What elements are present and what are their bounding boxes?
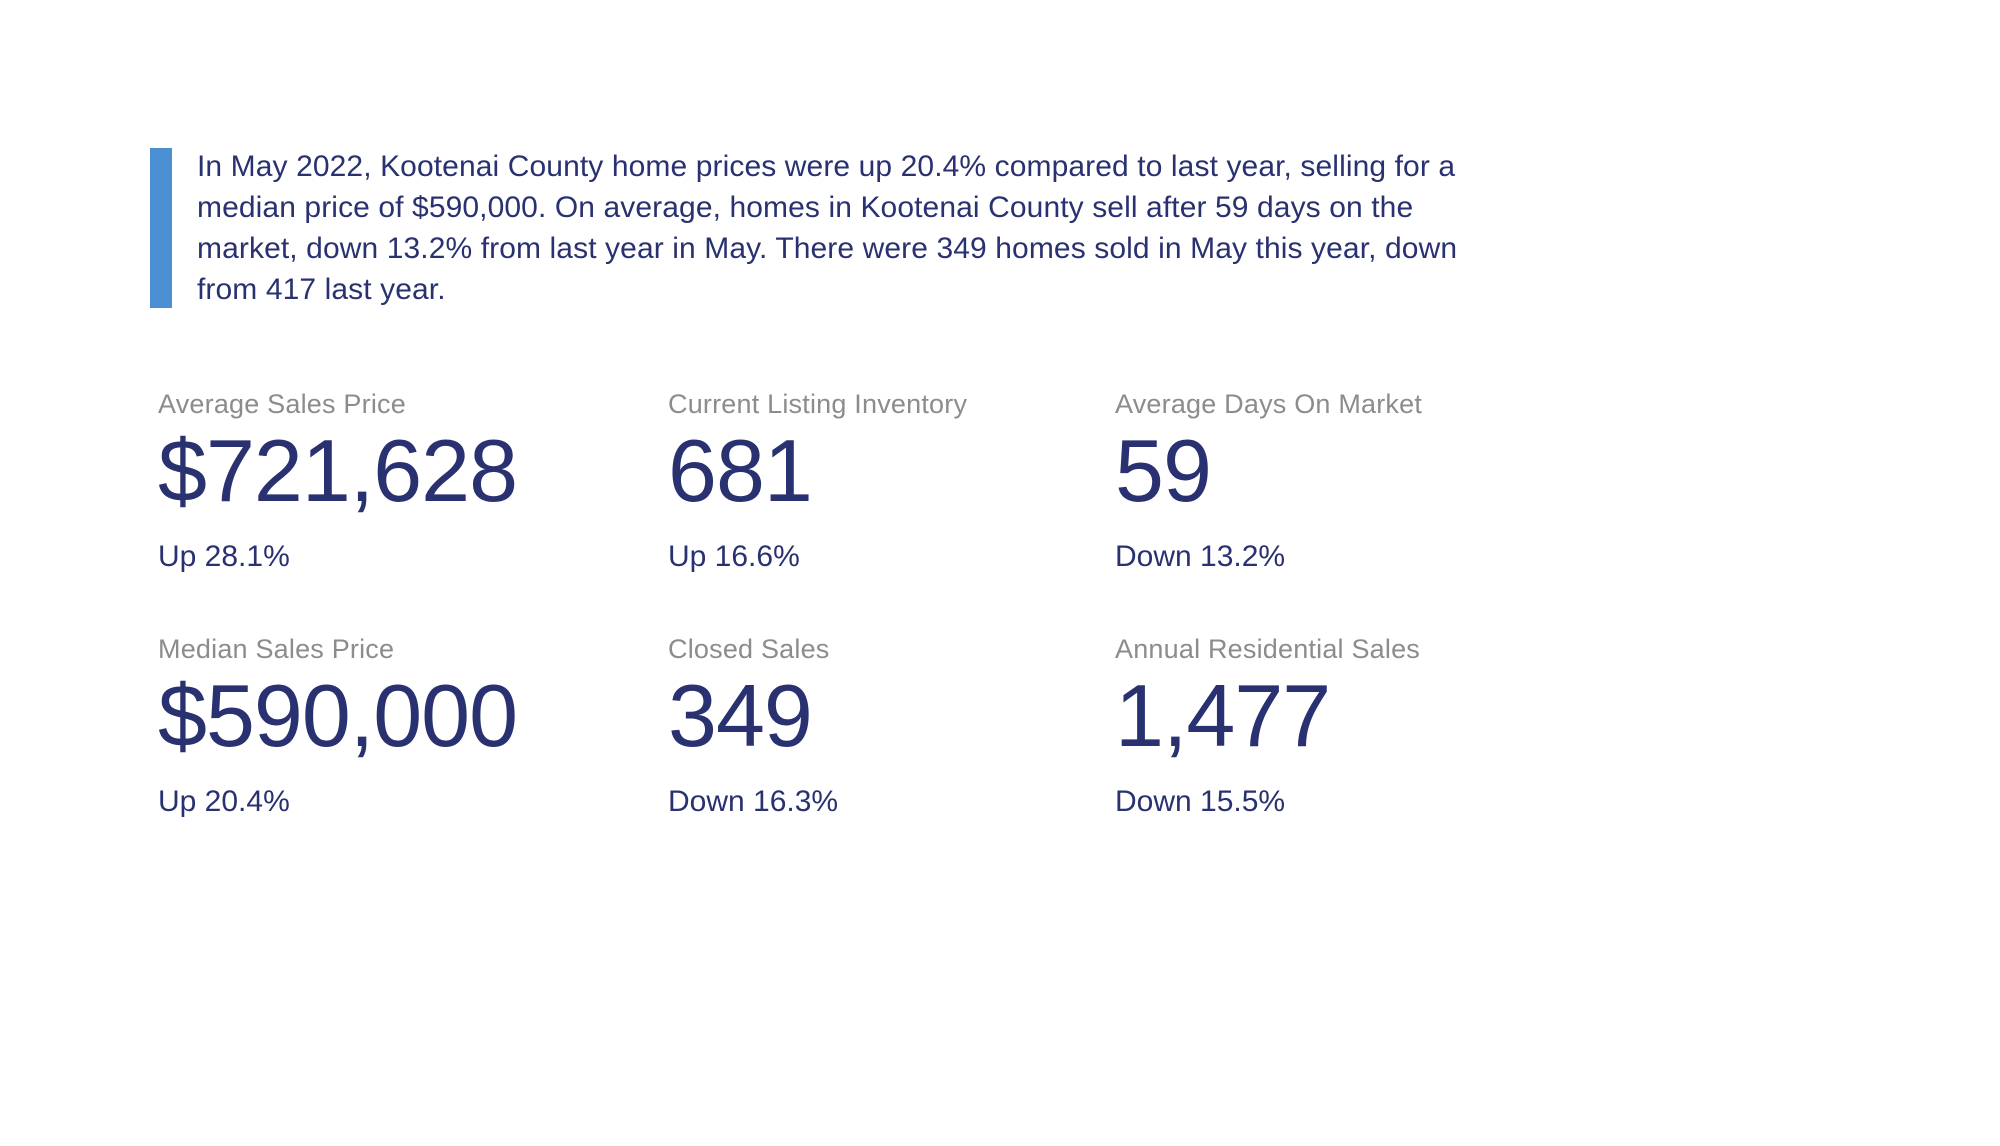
accent-bar	[150, 148, 172, 308]
stat-change: Up 16.6%	[668, 540, 800, 573]
stat-card-average-days-on-market	[1115, 388, 1498, 575]
stat-change: Up 20.4%	[158, 785, 290, 818]
market-summary-callout	[150, 146, 1460, 310]
stat-change: Up 28.1%	[158, 540, 290, 573]
stat-label: Median Sales Price	[158, 634, 395, 664]
stat-label: Closed Sales	[668, 634, 830, 664]
stat-value: $721,628	[158, 421, 518, 520]
stat-card-closed-sales	[668, 633, 1115, 820]
stat-value: 349	[668, 666, 812, 765]
market-summary-text: In May 2022, Kootenai County home prices were up 20.4% compared to last year, selling for a median price of $590,000. On average, homes in Kootenai County sell after 59 days on the market, down 13.2% from last year in May. There were 349 homes sold in May this year, down from 417 last year.	[197, 150, 1458, 306]
stat-value: $590,000	[158, 666, 518, 765]
stat-label: Average Sales Price	[158, 389, 406, 419]
stat-change: Down 15.5%	[1115, 785, 1286, 818]
stat-label: Current Listing Inventory	[668, 389, 968, 419]
stat-card-annual-residential-sales	[1115, 633, 1498, 820]
stat-card-average-sales-price	[158, 388, 668, 575]
stat-label: Annual Residential Sales	[1115, 634, 1420, 664]
stat-label: Average Days On Market	[1115, 389, 1423, 419]
stat-value: 59	[1115, 421, 1211, 520]
stat-card-median-sales-price	[158, 633, 668, 820]
stat-change: Down 16.3%	[668, 785, 839, 818]
stat-change: Down 13.2%	[1115, 540, 1286, 573]
market-stats-grid	[158, 388, 1498, 820]
stat-value: 1,477	[1115, 666, 1331, 765]
stat-value: 681	[668, 421, 812, 520]
stat-card-current-listing-inventory	[668, 388, 1115, 575]
